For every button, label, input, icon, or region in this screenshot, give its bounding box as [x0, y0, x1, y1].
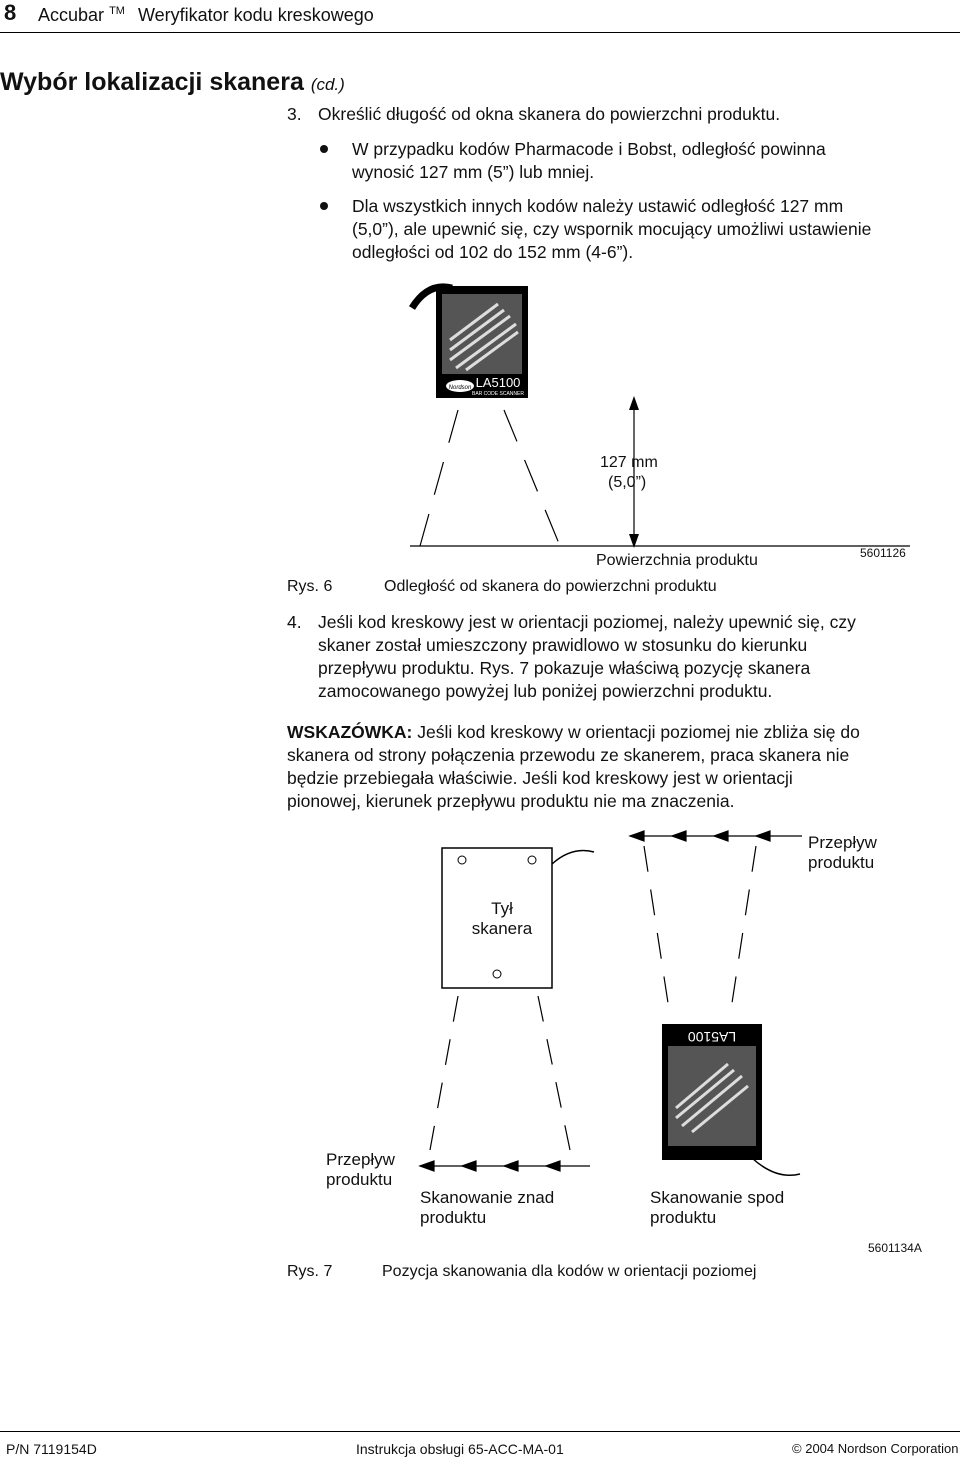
footer-part-number: P/N 7119154D — [6, 1441, 97, 1457]
surface-label: Powierzchnia produktu — [596, 552, 758, 569]
trademark-mark: TM — [109, 5, 125, 17]
scan-below-label: Skanowanie spod produktu — [650, 1188, 785, 1227]
flow-arrows-bottom — [420, 1161, 590, 1171]
bullet-2-line: (5,0”), ale upewnić się, czy wspornik mocujący umożliwi ustawienie — [352, 219, 872, 239]
note-line: będzie przebiegała właściwie. Jeśli kod kreskowy jest w orientacji — [287, 768, 793, 788]
figure-caption-text: Odległość od skanera do powierzchni produktu — [384, 578, 717, 595]
scanner-front-window — [668, 1046, 756, 1146]
scanner-cable — [752, 1158, 800, 1175]
product-subtitle: Weryfikator kodu kreskowego — [137, 5, 374, 25]
scanner-model-label: LA5100 — [475, 375, 521, 390]
step-4-line: skaner został umieszczony prawidlowo w stosunku do kierunku — [318, 635, 808, 655]
bullet-dot — [320, 202, 328, 210]
bullet-1 — [352, 138, 826, 184]
step-3-number: 3. — [287, 104, 302, 124]
figure-id: 5601126 — [860, 546, 906, 560]
running-header — [38, 5, 374, 26]
note-label: WSKAZÓWKA: — [287, 722, 413, 742]
flow-top-label: Przepływ produktu — [808, 833, 877, 872]
copyright-symbol: © — [792, 1441, 802, 1456]
note-block — [287, 721, 957, 813]
distance-in-label: (5,0”) — [608, 474, 647, 491]
footer-copyright — [792, 1441, 958, 1456]
product-name: Accubar — [38, 5, 105, 25]
figure-caption-number: Rys. 6 — [287, 578, 333, 595]
flow-arrows-top — [630, 831, 802, 841]
scan-beam-below — [644, 846, 756, 1016]
bullet-1-line: W przypadku kodów Pharmacode i Bobst, odległość powinna — [352, 139, 826, 159]
figure-caption-number: Rys. 7 — [287, 1263, 333, 1280]
figure-id: 5601134A — [868, 1241, 922, 1255]
scan-beam — [420, 410, 560, 546]
header-rule — [0, 32, 960, 33]
step-4-line: zamocowanego powyżej lub poniżej powierzchni produktu. — [318, 681, 773, 701]
step-4-number: 4. — [287, 612, 302, 632]
note-line: pionowej, kierunek przepływu produktu nie ma znaczenia. — [287, 791, 735, 811]
flow-left-label: Przepływ produktu — [326, 1150, 395, 1189]
page-number: 8 — [4, 0, 17, 25]
step-4-line: Jeśli kod kreskowy jest w orientacji poziomej, należy upewnić się, czy — [318, 612, 856, 632]
footer-rule — [0, 1431, 960, 1432]
bullet-1-line: wynosić 127 mm (5”) lub mniej. — [352, 162, 595, 182]
copyright-text: 2004 Nordson Corporation — [805, 1441, 959, 1456]
distance-mm-label: 127 mm — [600, 454, 658, 471]
note-line: skanera od strony połączenia przewodu ze skanerem, praca skanera nie — [287, 745, 850, 765]
section-continued: (cd.) — [310, 75, 345, 94]
bullet-2-line: Dla wszystkich innych kodów należy ustawić odległość 127 mm — [352, 196, 844, 216]
scanner-window — [442, 294, 522, 374]
section-title — [0, 68, 345, 97]
note-line: Jeśli kod kreskowy w orientacji poziomej nie zbliża się do — [417, 722, 860, 742]
brand-logo-text: Nordson — [448, 385, 472, 391]
scanner-back-label: Tył skanera — [471, 899, 533, 938]
bullet-2-line: odległości od 102 do 152 mm (4-6”). — [352, 242, 634, 262]
scanner-subtitle-label: BAR CODE SCANNER — [472, 391, 524, 397]
step-4-line: przepływu produktu. Rys. 7 pokazuje właściwą pozycję skanera — [318, 658, 811, 678]
scan-above-label: Skanowanie znad produktu — [420, 1188, 555, 1227]
step-3-text: Określić długość od okna skanera do powierzchni produktu. — [318, 104, 781, 124]
section-title-text: Wybór lokalizacji skanera — [0, 68, 304, 96]
scanner-cable — [552, 851, 594, 865]
step-4-text — [318, 611, 856, 703]
distance-arrow-head-top — [629, 396, 639, 410]
bullet-dot — [320, 145, 328, 153]
scanner-model-label-inverted: LA5100 — [687, 1029, 737, 1045]
footer-manual: Instrukcja obsługi 65-ACC-MA-01 — [356, 1441, 564, 1457]
bullet-2 — [352, 195, 871, 264]
scan-beam-above — [430, 996, 570, 1150]
figure-caption-text: Pozycja skanowania dla kodów w orientacji poziomej — [382, 1263, 757, 1280]
